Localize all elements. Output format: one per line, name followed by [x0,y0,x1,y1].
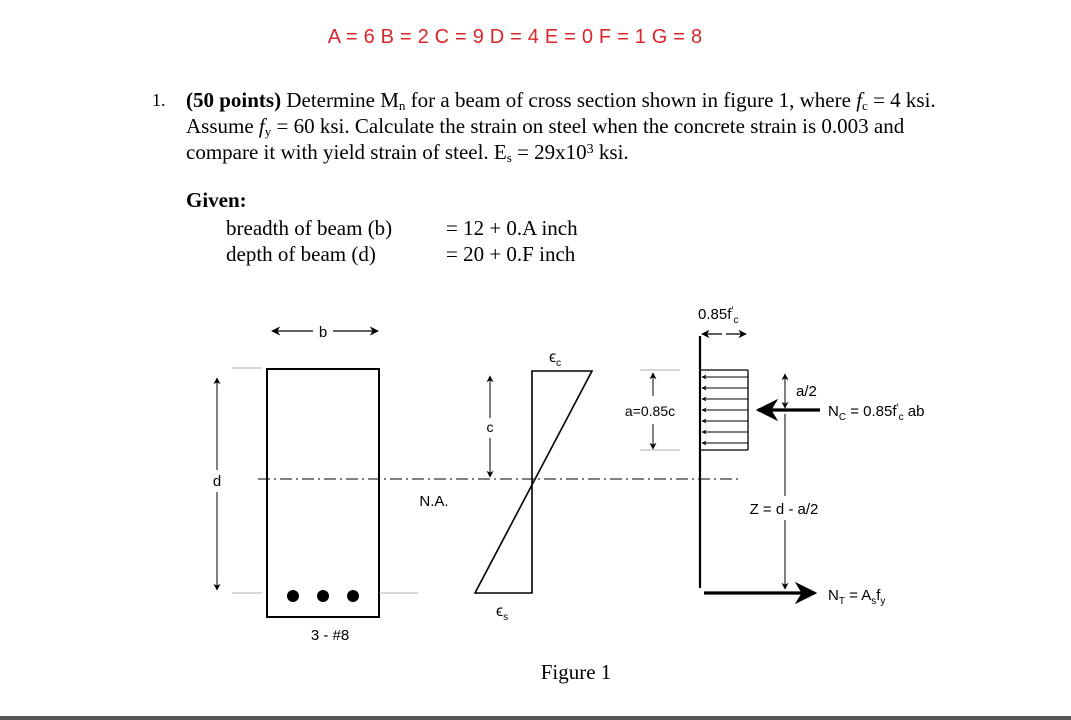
question-number: 1. [152,90,166,110]
b-label: b [318,324,328,341]
c-label: c [486,419,494,435]
half-a-label: a/2 [796,383,817,400]
nc-label: $N_C = 0.85f'_c$ ab [828,402,925,423]
given-label: breadth of beam (b) [226,216,393,240]
points-label: (50 points) [186,88,282,112]
given-title: Given: [186,188,247,212]
es-label: $\epsilon_s$ [496,603,509,623]
rebar [317,590,329,602]
ec-label: $\epsilon_c$ [549,349,562,369]
rebar [287,590,299,602]
d-label: d [212,473,222,490]
figure-caption: Figure 1 [540,660,612,684]
bars-label: 3 - #8 [310,627,350,644]
nt-force [704,587,885,607]
nc-force [758,402,924,423]
a-label: a=0.85c [624,403,676,419]
fc-top-label: $0.85f'_c$ [698,305,739,326]
bottom-rule [0,716,1071,720]
b-dimension [272,324,378,341]
stress-block [625,305,748,588]
rebar-group [287,590,359,602]
na-label: N.A. [419,493,449,510]
given-values-line: A = 6 B = 2 C = 9 D = 4 E = 0 F = 1 G = 8 [327,26,703,48]
given-value: = 12 + 0.A inch [446,216,578,240]
given-value: = 20 + 0.F inch [446,242,576,266]
d-dimension [213,368,262,593]
strain-diagram [475,349,592,623]
z-label: Z = d - a/2 [749,501,819,518]
nt-label: $N_T = A_sf_y$ [828,587,886,607]
beam-cross-section [267,369,379,617]
rebar [347,590,359,602]
question-text: (50 points) Determine $M_n$ for a beam of cross section shown in figure 1, where $f_c = 4$ ksi. Assume $f_y = 60$ ksi. Calculate the strain on steel when the concrete strain is 0.003 and compare it with yield strain of steel. $E_s = 29x10^3$ ksi. [186,88,936,165]
lever-arm-dimensions [750,374,819,589]
given-label: depth of beam (d) [226,242,376,266]
